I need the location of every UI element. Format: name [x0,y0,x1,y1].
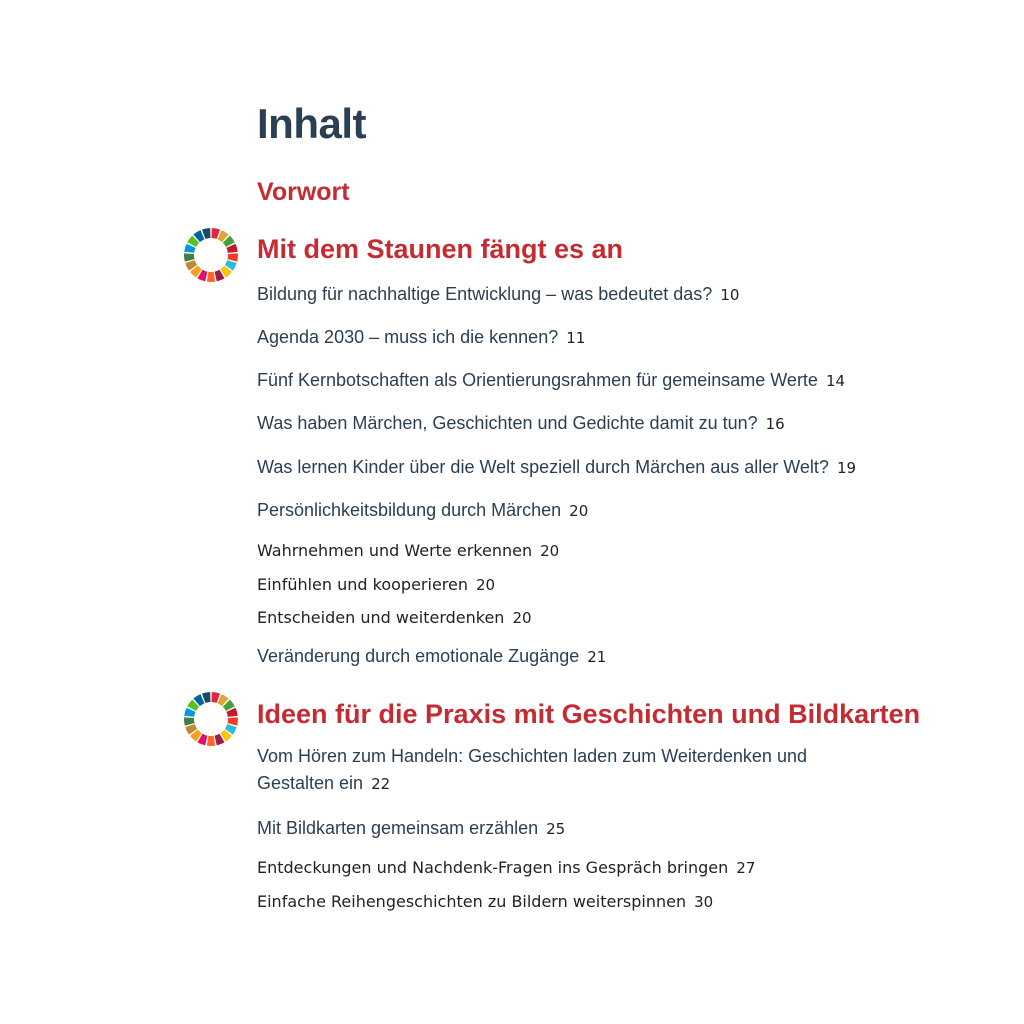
wheel-segment [184,717,195,725]
toc-entry-text: Persönlichkeitsbildung durch Märchen [257,500,562,520]
toc-entry-text: Bildung für nachhaltige Entwicklung – was bedeutet das? [257,284,713,304]
toc-entry-text: Einfühlen und kooperieren [257,575,468,594]
toc-entry-text: Vom Hören zum Handeln: Geschichten laden zum Weiterdenken und Gestalten ein [257,746,807,793]
section-heading[interactable]: Ideen für die Praxis mit Geschichten und Bildkarten [257,699,921,729]
page-number: 10 [720,286,740,304]
wheel-segment [227,717,238,725]
page-number: 20 [569,502,589,520]
page-number: 30 [694,893,714,911]
toc-entry[interactable] [257,454,856,482]
wheel-segment [184,253,195,261]
page-number: 20 [476,576,496,594]
page-number: 19 [836,459,857,477]
section-heading[interactable]: Mit dem Staunen fängt es an [257,234,624,264]
page-number: 14 [825,372,846,390]
page-number: 11 [566,329,586,347]
wheel-segment [207,272,215,282]
toc-entry-text: Wahrnehmen und Werte erkennen [257,541,533,560]
page-number: 16 [765,415,785,433]
toc-sub-entry[interactable] [257,540,559,562]
toc-sub-entry[interactable] [257,891,713,913]
sdg-wheel-icon [183,227,239,283]
toc-entry[interactable] [257,410,785,438]
toc-entry[interactable] [257,497,588,525]
page-title: Inhalt [257,100,366,147]
toc-entry-text: Mit Bildkarten gemeinsam erzählen [257,818,539,838]
toc-entry-text: Agenda 2030 – muss ich die kennen? [257,327,559,347]
page-number: 20 [540,542,560,560]
toc-entry-text: Fünf Kernbotschaften als Orientierungsrahmen für gemeinsame Werte [257,370,818,390]
toc-entry[interactable] [257,815,565,843]
wheel-segment [207,736,215,746]
page-number: 27 [736,859,756,877]
toc-entry-text: Veränderung durch emotionale Zugänge [257,646,580,666]
toc-sub-entry[interactable] [257,857,755,879]
wheel-segment [227,253,238,261]
page-number: 21 [587,648,607,666]
toc-entry-text: Was haben Märchen, Geschichten und Gedichte damit zu tun? [257,413,758,433]
toc-sub-entry[interactable] [257,574,495,596]
section-heading-vorwort[interactable]: Vorwort [257,178,350,206]
toc-entry[interactable] [257,367,845,395]
toc-sub-entry[interactable] [257,607,532,629]
page-number: 25 [546,820,566,838]
toc-entry[interactable] [257,324,585,352]
toc-entry[interactable] [257,643,606,671]
toc-entry[interactable] [257,743,837,798]
toc-entry-text: Entdeckungen und Nachdenk-Fragen ins Gespräch bringen [257,858,729,877]
page-number: 20 [512,609,532,627]
toc-entry-text: Was lernen Kinder über die Welt speziell durch Märchen aus aller Welt? [257,457,829,477]
page-number: 22 [371,775,391,793]
toc-entry-text: Entscheiden und weiterdenken [257,608,505,627]
toc-entry[interactable] [257,281,739,309]
toc-entry-text: Einfache Reihengeschichten zu Bildern weiterspinnen [257,892,687,911]
sdg-wheel-icon [183,691,239,747]
